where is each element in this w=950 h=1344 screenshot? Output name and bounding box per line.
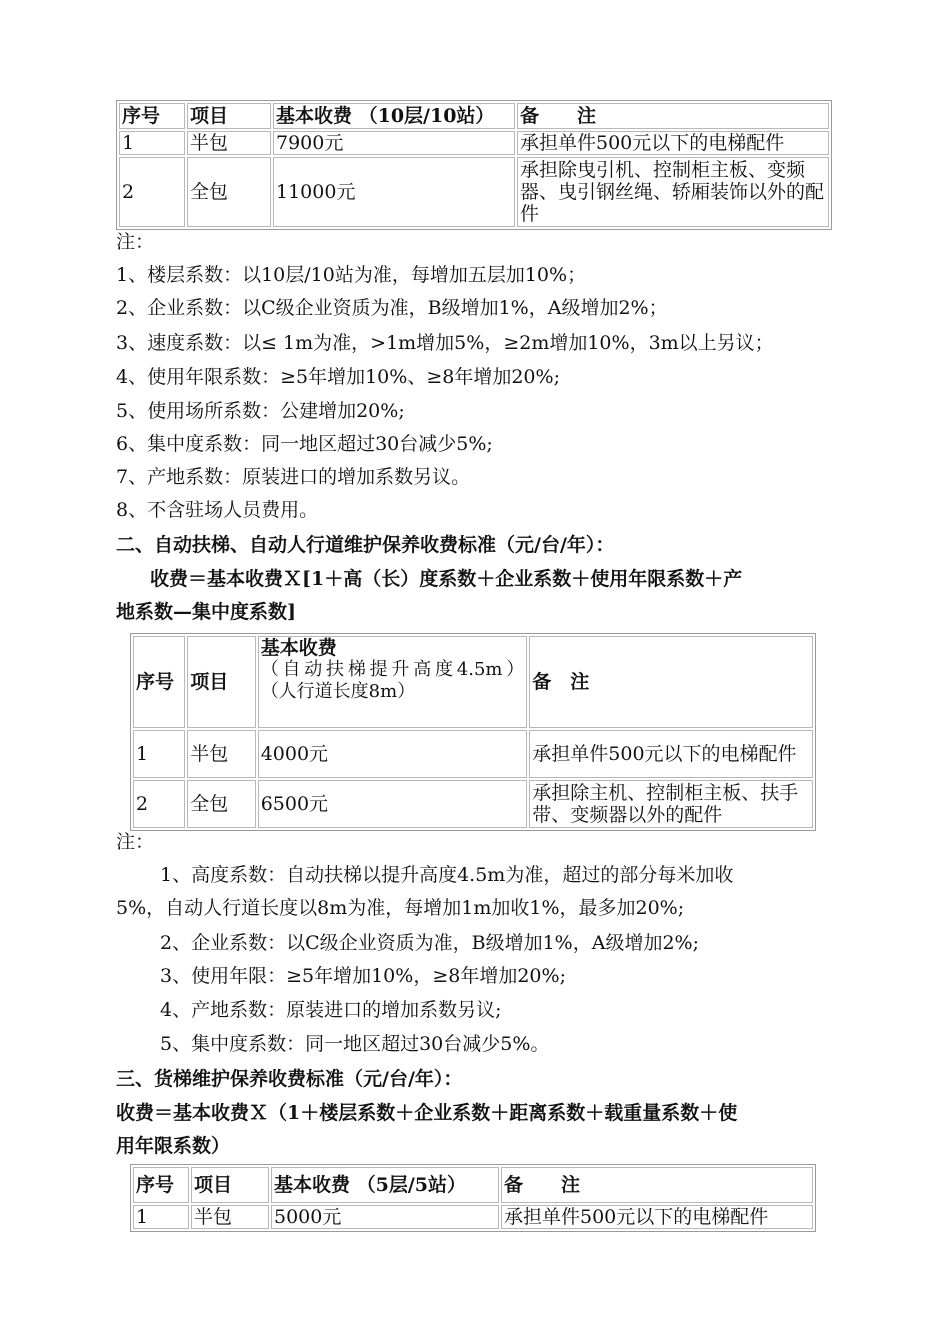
- note-item: 5、使用场所系数：公建增加20%;: [116, 400, 405, 422]
- table-cell: 5000元: [271, 1205, 499, 1229]
- table-row: [133, 730, 813, 778]
- header-cell: 序号: [133, 1167, 189, 1203]
- notes-title: 注：: [116, 831, 155, 853]
- fee-header-title: 基本收费: [260, 637, 337, 659]
- table-row: [119, 131, 829, 155]
- table-cell: 4000元: [258, 730, 528, 778]
- table-cell: 2: [133, 780, 185, 828]
- header-cell: 序号: [119, 103, 185, 129]
- table-cell: 1: [119, 131, 185, 155]
- header-cell: 备 注: [517, 103, 829, 129]
- table-cell: 承担单件500元以下的电梯配件: [529, 730, 813, 778]
- formula-line: 用年限系数）: [116, 1135, 231, 1157]
- note-item: 2、企业系数：以C级企业资质为准，B级增加1%，A级增加2%；: [116, 297, 668, 319]
- fee-header-sub: （人行道长度8m）: [260, 681, 416, 702]
- table-cell: 半包: [187, 131, 271, 155]
- notes-title: 注：: [116, 231, 155, 253]
- header-cell: 项目: [191, 1167, 269, 1203]
- note-item: 5%，自动人行道长度以8m为准，每增加1m加收1%，最多加20%;: [116, 897, 685, 919]
- table-cell: 2: [119, 157, 185, 227]
- table-cell: 承担除主机、控制柜主板、扶手带、变频器以外的配件: [529, 780, 813, 828]
- note-item: 6、集中度系数：同一地区超过30台减少5%;: [116, 433, 493, 455]
- header-cell: 基本收费 （5层/5站）: [271, 1167, 499, 1203]
- header-cell: 项目: [187, 636, 255, 728]
- table-header-row: [133, 1167, 813, 1203]
- note-item: 4、产地系数：原装进口的增加系数另议;: [160, 999, 502, 1021]
- header-cell: 备 注: [501, 1167, 813, 1203]
- table-cell: 1: [133, 1205, 189, 1229]
- fee-header-cell: [258, 636, 528, 728]
- table-header-row: [133, 636, 813, 728]
- note-item: 1、楼层系数：以10层/10站为准，每增加五层加10%；: [116, 264, 587, 286]
- header-cell: 基本收费 （10层/10站）: [273, 103, 515, 129]
- header-cell: 序号: [133, 636, 185, 728]
- table-cell: 半包: [187, 730, 255, 778]
- note-item: 5、集中度系数：同一地区超过30台减少5%。: [160, 1033, 550, 1055]
- note-item: 3、使用年限：≥5年增加10%，≥8年增加20%;: [160, 965, 566, 987]
- table-cell: 承担单件500元以下的电梯配件: [517, 131, 829, 155]
- table-cell: 7900元: [273, 131, 515, 155]
- table-cell: 承担单件500元以下的电梯配件: [501, 1205, 813, 1229]
- header-cell: 备 注: [529, 636, 813, 728]
- table-cell: 承担除曳引机、控制柜主板、变频器、曳引钢丝绳、轿厢装饰以外的配件: [517, 157, 829, 227]
- header-cell: 项目: [187, 103, 271, 129]
- table-cell: 6500元: [258, 780, 528, 828]
- note-item: 1、高度系数：自动扶梯以提升高度4.5m为准，超过的部分每米加收: [160, 864, 734, 886]
- elevator-fee-table: [116, 100, 832, 230]
- table-cell: 半包: [191, 1205, 269, 1229]
- note-item: 2、企业系数：以C级企业资质为准，B级增加1%，A级增加2%;: [160, 932, 699, 954]
- table-row: [133, 1205, 813, 1229]
- note-item: 3、速度系数：以≤ 1m为准，>1m增加5%，≥2m增加10%，3m以上另议；: [116, 332, 774, 354]
- note-item: 7、产地系数：原装进口的增加系数另议。: [116, 466, 471, 488]
- freight-elevator-fee-table: [130, 1164, 816, 1232]
- section-heading: 二、自动扶梯、自动人行道维护保养收费标准（元/台/年）：: [116, 534, 615, 556]
- section-heading: 三、货梯维护保养收费标准（元/台/年）：: [116, 1068, 463, 1090]
- note-item: 8、不含驻场人员费用。: [116, 499, 319, 521]
- table-header-row: [119, 103, 829, 129]
- table-row: [119, 157, 829, 227]
- formula-line: 地系数—集中度系数]: [116, 601, 296, 623]
- table-cell: 全包: [187, 780, 255, 828]
- escalator-fee-table: [130, 633, 816, 831]
- formula-line: 收费＝基本收费Ｘ[1＋高（长）度系数＋企业系数＋使用年限系数＋产: [150, 568, 743, 590]
- table-row: [133, 780, 813, 828]
- table-cell: 全包: [187, 157, 271, 227]
- table-cell: 11000元: [273, 157, 515, 227]
- formula-line: 收费＝基本收费Ｘ（1＋楼层系数＋企业系数＋距离系数＋载重量系数＋使: [116, 1102, 738, 1124]
- note-item: 4、使用年限系数：≥5年增加10%、≥8年增加20%;: [116, 366, 560, 388]
- table-cell: 1: [133, 730, 185, 778]
- fee-header-sub: （自动扶梯提升高度4.5m）: [260, 659, 525, 680]
